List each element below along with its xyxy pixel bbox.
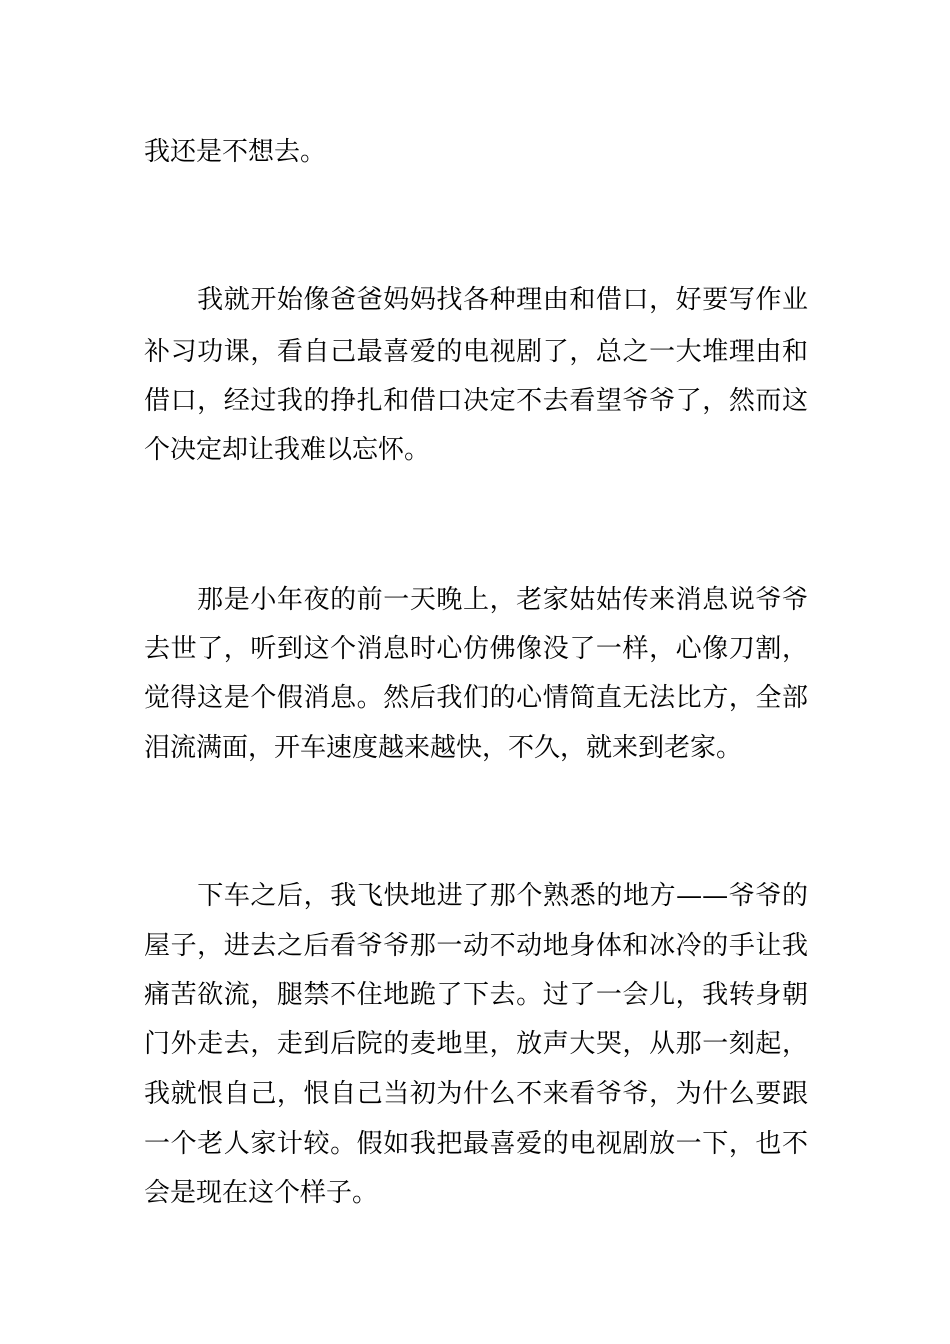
paragraph-4-line-1: 下车之后，我飞快地进了那个熟悉的地方——爷爷的 bbox=[144, 881, 808, 911]
paragraph-3-line-4: 泪流满面，开车速度越来越快，不久，就来到老家。 bbox=[144, 733, 743, 763]
paragraph-4-line-7: 会是现在这个样子。 bbox=[144, 1178, 379, 1208]
paragraph-2-line-2: 补习功课，看自己最喜爱的电视剧了，总之一大堆理由和 bbox=[144, 337, 808, 367]
paragraph-1-line-1: 我还是不想去。 bbox=[144, 137, 327, 167]
paragraph-4-line-4: 门外走去，走到后院的麦地里，放声大哭，从那一刻起， bbox=[144, 1029, 808, 1059]
paragraph-4-line-6: 一个老人家计较。假如我把最喜爱的电视剧放一下，也不 bbox=[144, 1129, 808, 1159]
paragraph-4-line-3: 痛苦欲流，腿禁不住地跪了下去。过了一会儿，我转身朝 bbox=[144, 980, 808, 1010]
paragraph-2-line-3: 借口，经过我的挣扎和借口决定不去看望爷爷了，然而这 bbox=[144, 386, 808, 416]
paragraph-2-line-4: 个决定却让我难以忘怀。 bbox=[144, 435, 431, 465]
paragraph-4-line-2: 屋子，进去之后看爷爷那一动不动地身体和冰冷的手让我 bbox=[144, 931, 808, 961]
paragraph-3-line-1: 那是小年夜的前一天晚上，老家姑姑传来消息说爷爷 bbox=[144, 585, 808, 615]
paragraph-2-line-1: 我就开始像爸爸妈妈找各种理由和借口，好要写作业 bbox=[144, 285, 808, 315]
paragraph-3-line-2: 去世了，听到这个消息时心仿佛像没了一样，心像刀割， bbox=[144, 634, 808, 664]
paragraph-4-line-5: 我就恨自己，恨自己当初为什么不来看爷爷，为什么要跟 bbox=[144, 1079, 808, 1109]
paragraph-3-line-3: 觉得这是个假消息。然后我们的心情简直无法比方，全部 bbox=[144, 683, 808, 713]
